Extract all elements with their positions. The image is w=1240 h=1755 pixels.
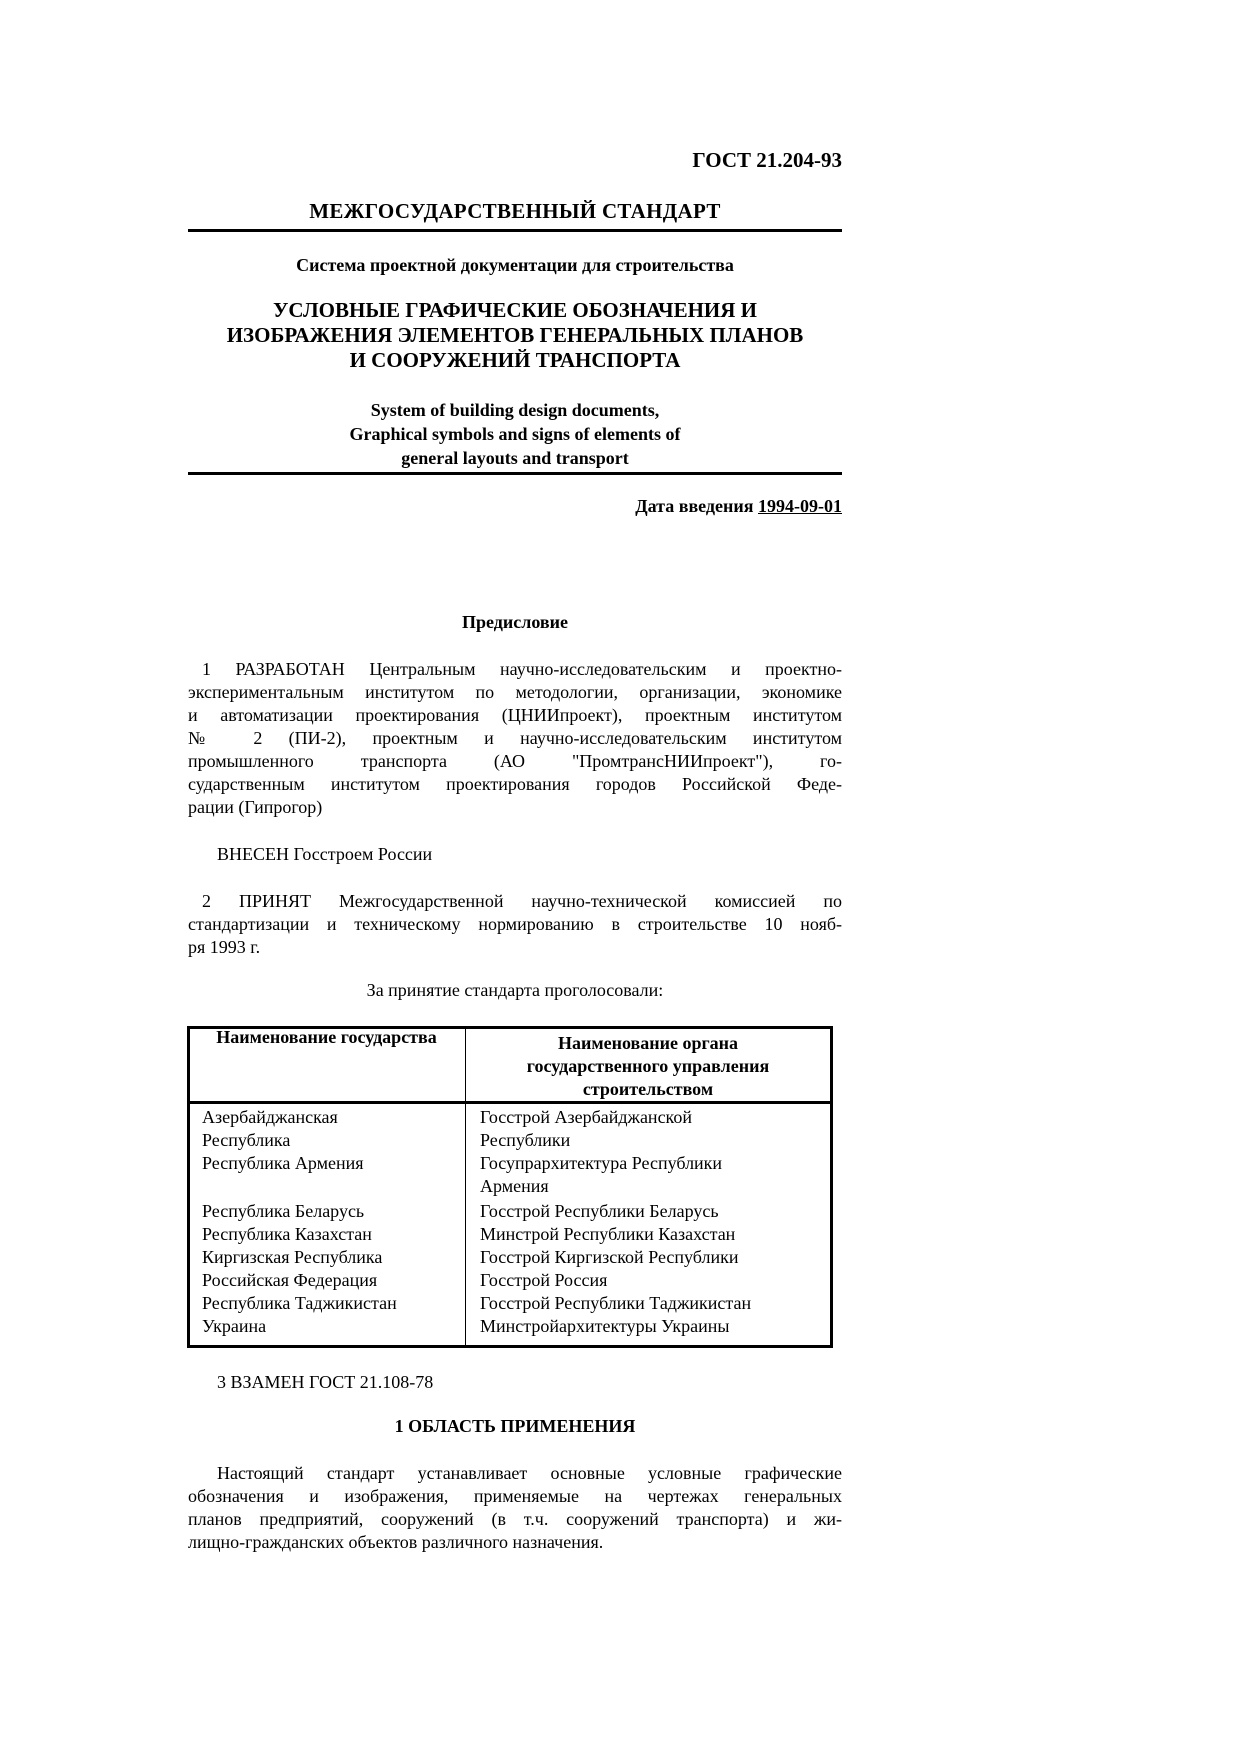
paragraph-line: и автоматизации проектирования (ЦНИИпроект), проектным институтом bbox=[188, 705, 842, 725]
table-row bbox=[202, 1200, 822, 1223]
paragraph-line: Настоящий стандарт устанавливает основные условные графические bbox=[217, 1463, 842, 1483]
body-cell bbox=[480, 1292, 820, 1315]
cell-line: Госстрой Россия bbox=[480, 1270, 608, 1290]
title-line: ИЗОБРАЖЕНИЯ ЭЛЕМЕНТОВ ГЕНЕРАЛЬНЫХ ПЛАНОВ bbox=[226, 323, 804, 347]
foreword-item-1 bbox=[188, 658, 842, 819]
paragraph-line: планов предприятий, сооружений (в т.ч. сооружений транспорта) и жи- bbox=[188, 1509, 842, 1529]
table-row bbox=[202, 1315, 822, 1338]
cell-line: Минстрой Республики Казахстан bbox=[480, 1224, 736, 1244]
foreword-heading: Предисловие bbox=[462, 612, 568, 632]
table-row bbox=[202, 1106, 822, 1152]
cell-line: Республика bbox=[202, 1130, 291, 1150]
title-line: И СООРУЖЕНИЙ ТРАНСПОРТА bbox=[349, 348, 681, 372]
table-row bbox=[202, 1152, 822, 1198]
paragraph-line: лищно-гражданских объектов различного назначения. bbox=[188, 1532, 604, 1552]
header-line: государственного управления bbox=[526, 1056, 770, 1076]
state-cell bbox=[202, 1315, 480, 1338]
document-title bbox=[188, 298, 842, 373]
standard-type-heading: МЕЖГОСУДАРСТВЕННЫЙ СТАНДАРТ bbox=[309, 199, 721, 223]
paragraph-line: № 2 (ПИ-2), проектным и научно-исследовательским институтом bbox=[188, 728, 842, 748]
state-cell bbox=[202, 1269, 480, 1292]
cell-line: Госстрой Республики Беларусь bbox=[480, 1201, 719, 1221]
state-cell bbox=[202, 1200, 480, 1223]
top-rule bbox=[188, 229, 842, 232]
table-header-body bbox=[467, 1032, 829, 1101]
paragraph-line: стандартизации и техническому нормированию в строительстве 10 нояб- bbox=[188, 914, 842, 934]
date-value: 1994-09-01 bbox=[758, 496, 842, 516]
cell-line: Киргизская Республика bbox=[202, 1247, 383, 1267]
cell-line: Украина bbox=[202, 1316, 267, 1336]
body-cell bbox=[480, 1246, 820, 1269]
header-line: Наименование органа bbox=[557, 1033, 739, 1053]
foreword-item-2 bbox=[188, 890, 842, 959]
paragraph-line: обозначения и изображения, применяемые на чертежах генеральных bbox=[188, 1486, 842, 1506]
state-cell bbox=[202, 1223, 480, 1246]
table-header-separator bbox=[187, 1101, 833, 1104]
effective-date bbox=[188, 496, 842, 517]
english-title-line: System of building design documents, bbox=[370, 400, 660, 420]
cell-line: Российская Федерация bbox=[202, 1270, 378, 1290]
header-line: строительством bbox=[582, 1079, 714, 1099]
body-cell bbox=[480, 1269, 820, 1292]
paragraph-line: ря 1993 г. bbox=[188, 937, 261, 957]
paragraph-line: экспериментальным институтом по методологии, организации, экономике bbox=[188, 682, 842, 702]
body-cell bbox=[480, 1106, 820, 1152]
cell-line: Госстрой Республики Таджикистан bbox=[480, 1293, 752, 1313]
body-cell bbox=[480, 1200, 820, 1223]
english-title-line: Graphical symbols and signs of elements of bbox=[349, 424, 681, 444]
cell-line: Минстройархитектуры Украины bbox=[480, 1316, 730, 1336]
document-number: ГОСТ 21.204-93 bbox=[692, 148, 842, 172]
section-heading: 1 ОБЛАСТЬ ПРИМЕНЕНИЯ bbox=[394, 1416, 636, 1436]
cell-line: Республика Таджикистан bbox=[202, 1293, 397, 1313]
body-cell bbox=[480, 1315, 820, 1338]
table-row bbox=[202, 1246, 822, 1269]
introduced-by: ВНЕСЕН Госстроем России bbox=[217, 844, 433, 864]
paragraph-line: сударственным институтом проектирования городов Российской Феде- bbox=[188, 774, 842, 794]
english-title-line: general layouts and transport bbox=[401, 448, 629, 468]
state-cell bbox=[202, 1246, 480, 1269]
paragraph-line: 1 РАЗРАБОТАН Центральным научно-исследовательским и проектно- bbox=[202, 659, 842, 679]
title-bottom-rule bbox=[188, 472, 842, 475]
paragraph-line: рации (Гипрогор) bbox=[188, 797, 323, 817]
table-body bbox=[202, 1106, 822, 1338]
paragraph-line: промышленного транспорта (АО "ПромтрансНИИпроект"), го- bbox=[188, 751, 842, 771]
state-cell bbox=[202, 1152, 480, 1198]
body-cell bbox=[480, 1152, 820, 1198]
date-label: Дата введения bbox=[635, 496, 754, 516]
state-cell bbox=[202, 1106, 480, 1152]
table-row bbox=[202, 1292, 822, 1315]
cell-line: Республика Беларусь bbox=[202, 1201, 365, 1221]
cell-line: Республики bbox=[480, 1130, 571, 1150]
section-1-text bbox=[188, 1462, 842, 1554]
vote-caption: За принятие стандарта проголосовали: bbox=[366, 980, 664, 1000]
body-cell bbox=[480, 1223, 820, 1246]
table-header-state: Наименование государства bbox=[216, 1027, 437, 1047]
cell-line: Госстрой Азербайджанской bbox=[480, 1107, 693, 1127]
cell-line: Республика Казахстан bbox=[202, 1224, 372, 1244]
replaces-note: 3 ВЗАМЕН ГОСТ 21.108-78 bbox=[217, 1372, 434, 1392]
cell-line: Госупрархитектура Республики bbox=[480, 1153, 723, 1173]
cell-line: Республика Армения bbox=[202, 1153, 364, 1173]
state-cell bbox=[202, 1292, 480, 1315]
cell-line: Азербайджанская bbox=[202, 1107, 338, 1127]
paragraph-line: 2 ПРИНЯТ Межгосударственной научно-технической комиссией по bbox=[202, 891, 842, 911]
table-row bbox=[202, 1223, 822, 1246]
english-title bbox=[188, 398, 842, 470]
cell-line: Госстрой Киргизской Республики bbox=[480, 1247, 739, 1267]
title-line: УСЛОВНЫЕ ГРАФИЧЕСКИЕ ОБОЗНАЧЕНИЯ И bbox=[272, 298, 757, 322]
system-title: Система проектной документации для строительства bbox=[296, 255, 734, 275]
table-row bbox=[202, 1269, 822, 1292]
cell-line: Армения bbox=[480, 1176, 549, 1196]
